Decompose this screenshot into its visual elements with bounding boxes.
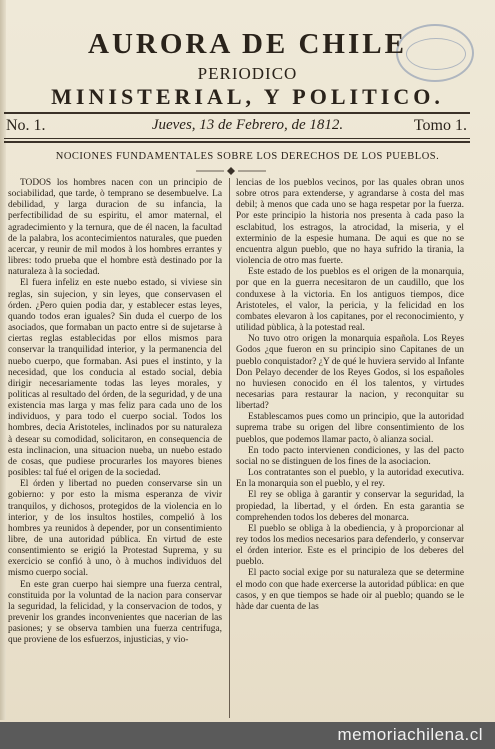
masthead-subtitle: PERIODICO xyxy=(197,64,298,83)
masthead-subtitle-2: MINISTERIAL, Y POLITICO. xyxy=(51,84,444,109)
paragraph: Los contratantes son el pueblo, y la autoridad executiva. En la monarquia son el pueblo, y el rey. xyxy=(236,468,464,490)
paragraph: En todo pacto intervienen condiciones, y las del pacto social no se distinguen de los fines de la asociacion. xyxy=(236,445,464,467)
issue-volume: Tomo 1. xyxy=(413,117,467,134)
paragraph: No tuvo otro origen la monarquia española. Los Reyes Godos ¿que fueron en su principio sino Capitanes de un pueblo conquistador? ¿Y de qué le huviera servido al Infante Don Pelayo decender de los Reyes Godos, si los españoles no huviesen conocido en él los talentos, y virtudes necesarias para restaurar la nacion, y reconquitar su libertad? xyxy=(236,334,464,412)
paragraph: El rey se obliga à garantir y conservar la seguridad, la propiedad, la libertad, y el órden. En esta garantia se comprehenden todos los deberes del monarca. xyxy=(236,490,464,523)
brand-link[interactable]: memoriachilena.cl xyxy=(337,725,483,744)
masthead-title: AURORA DE CHILE xyxy=(88,28,407,60)
article-heading: NOCIONES FUNDAMENTALES SOBRE LOS DERECHOS DE LOS PUEBLOS. xyxy=(55,151,440,162)
paragraph: TODOS los hombres nacen con un principio de sociabilidad, que tarde, ò temprano se desembuelve. La debilidad, y larga duracion de su infancia, la perfectibilidad de su espiritu, el amor maternal, el agradecimiento y la ternura, que de él nacen, la facultad de la palabra, los acontecimientos naturales, que pueden acercar, y reunir de mil modos à los hombres errantes y libres: todo prueba que el hombre està destinado por la naturaleza à la sociedad. xyxy=(8,178,222,278)
paragraph: El órden y libertad no pueden conservarse sin un gobierno: y por esto la misma esperanza de vivir tranquilos, y dichosos, protegidos de la violencia en lo interior, y de los insultos hostiles, compelió à los hombres ya reunidos à depender, por un consentimiento libre, de una autoridad pública. En virtud de este consentimiento se erigió la Protestad Suprema, y su exercicio se confió à uno, ò à muchos individuos del mismo cuerpo social. xyxy=(8,479,222,579)
rule-bottom xyxy=(4,141,470,143)
article-column-left xyxy=(8,178,222,647)
paragraph: El pacto social exige por su naturaleza que se determine el modo con que hade exercerse la autoridad pública: en que casos, y en que tiempos se hade oir al pueblo; quando se le hàde dar cuenta de las xyxy=(236,568,464,612)
paragraph: Establescamos pues como un principio, que la autoridad suprema trabe su origen del libre consentimiento de los pueblos, que podemos llamar pacto, ò alianza social. xyxy=(236,412,464,445)
column-divider xyxy=(229,178,230,718)
paragraph: Este estado de los pueblos es el origen de la monarquia, por que en la guerra necesitaron de un caudillo, que los conduxese à la victoria. En los antiguos tiempos, dice Aristoteles, el valor, la pericia, y la felicidad en los combates elevaron à los capitanes, por el reconocimiento, y utilidad pùblica, à la potestad real. xyxy=(236,267,464,334)
footer-bar xyxy=(0,722,495,749)
issue-number: No. 1. xyxy=(6,117,46,134)
paragraph: lencias de los pueblos vecinos, por las quales obran unos sobre otros para extenderse, y agrandarse à costa del mas debil; à menos que cada uno se haga respetar por la fuerza. Por este principio la historia nos presenta à cada paso la esclabitud, los estragos, la atrocidad, la miseria, y el exterminio de la espesie humana. De aqui es que no se encuentra algun pueblo, que no haya sufrido la tirania, la violencia de otro mas fuerte. xyxy=(236,178,464,267)
paragraph: El fuera infeliz en este nuebo estado, si viviese sin reglas, sin sujecion, y sin leyes, que conservasen el órden. ¿Pero quien podia dar, y establecer estas leyes, quando todos eran iguales? Sin duda el cuerpo de los asociados, que formaban un pacto entre si de sujetarse à ciertas reglas establecidas por ellos mismos para conservar la tranquilidad interior, y la permanencia del nuebo cuerpo, que formaban. Asi pues el instinto, y la necesidad, que los conducia al estado social, debia dirigir necesariamente todas las leyes morales, y politicas al resultado del órden, de la seguridad, y de una existencia mas larga y mas feliz para cada uno de los individuos, y para todo el cuerpo social. Todos los hombres, decia Aristoteles, inclinados por su naturaleza à desear su comodidad, solicitaron, en consequencia de esta inclinacion, una situacion nueba, un nuebo estado de cosas, que pudiese procurarles los mayores bienes posibles: tal fué el origen de la sociedad. xyxy=(8,278,222,479)
paragraph: El pueblo se obliga à la obediencia, y à proporcionar al rey todos los medios necesarios para defenderlo, y conservar el órden interior. Este es el principio de los deberes del pueblo. xyxy=(236,523,464,568)
paragraph: En este gran cuerpo hai siempre una fuerza central, constituida por la voluntad de la nacion para conservar la seguridad, la felicidad, y la conservacion de todos, y prevenir los grandes inconvenientes que nacerian de las pasiones; y se observa tambien una fuerza centrifuga, que proviene de los esfuerzos, injusticias, y vio- xyxy=(8,579,222,646)
ornament-icon xyxy=(196,166,266,176)
article-column-right xyxy=(236,178,464,613)
rule-mid xyxy=(4,138,470,139)
issue-date: Jueves, 13 de Febrero, de 1812. xyxy=(151,117,344,133)
rule-top xyxy=(4,112,470,114)
